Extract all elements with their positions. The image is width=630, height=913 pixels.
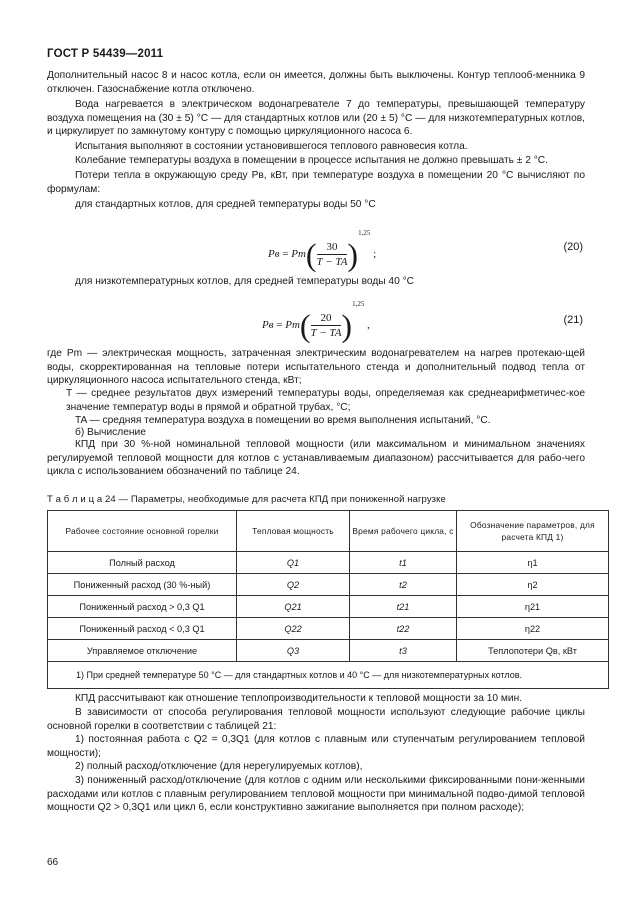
- paragraph: T — среднее результатов двух измерений температуры воды, определяемая как среднеарифметичес-кое значение температур воды в прямой и обратной трубах, °С;: [66, 388, 585, 413]
- document-header: ГОСТ Р 54439—2011: [47, 48, 164, 60]
- table-cell: Q3: [237, 640, 350, 662]
- paragraph: для низкотемпературных котлов, для средней температуры воды 40 °С: [75, 276, 415, 287]
- table-cell: Теплопотери Qв, кВт: [457, 640, 609, 662]
- table-cell: η21: [457, 596, 609, 618]
- paragraph: Вода нагревается в электрическом водонагревателе 7 до температуры, превышающей температуру воздуха помещения на (30 ± 5) °С — для стандартных котлов или (20 ± 5) °С — для низкотемпературных котлов, и циркулирует по замкнутому контуру с помощью циркуляционного насоса 6.: [47, 99, 585, 138]
- table-cell: Q22: [237, 618, 350, 640]
- table-row: [48, 552, 609, 574]
- table-header: Рабочее состояние основной горелки: [48, 511, 237, 552]
- parameters-table: [47, 510, 609, 689]
- formula-pm: Pm: [291, 248, 306, 260]
- table-row: [48, 596, 609, 618]
- formula-fraction: $\frac{20}{T - TA}$: [310, 311, 342, 339]
- table-cell: t2: [350, 574, 457, 596]
- table-cell: t22: [350, 618, 457, 640]
- table-cell: Пониженный расход (30 %-ный): [48, 574, 237, 596]
- table-cell: Управляемое отключение: [48, 640, 237, 662]
- formula-number: (20): [563, 241, 583, 253]
- table-cell: η1: [457, 552, 609, 574]
- table-cell: Q2: [237, 574, 350, 596]
- table-cell: t21: [350, 596, 457, 618]
- table-cell: t3: [350, 640, 457, 662]
- table-cell: Пониженный расход < 0,3 Q1: [48, 618, 237, 640]
- formula-number: (21): [563, 314, 583, 326]
- table-header: Время рабочего цикла, с: [350, 511, 457, 552]
- paragraph: Испытания выполняют в состоянии установившегося теплового равновесия котла.: [75, 141, 468, 152]
- table-cell: Пониженный расход > 0,3 Q1: [48, 596, 237, 618]
- page-number: 66: [47, 857, 59, 868]
- formula-fraction: $\frac{30}{T - TA}$: [316, 240, 348, 268]
- formula-eq: =: [282, 248, 289, 260]
- paragraph: КПД рассчитывают как отношение теплопроизводительности к тепловой мощности за 10 мин.: [75, 693, 523, 704]
- table-footnote: 1) При средней температуре 50 °С — для стандартных котлов и 40 °С — для низкотемпературных котлов.: [48, 662, 609, 689]
- table-cell: η22: [457, 618, 609, 640]
- formula-pm: Pm: [285, 319, 300, 331]
- formula-eq: =: [276, 319, 283, 331]
- paragraph: Колебание температуры воздуха в помещении в процессе испытания не должно превышать ± 2 °С.: [75, 155, 548, 166]
- table-cell: Q1: [237, 552, 350, 574]
- paragraph: TA — средняя температура воздуха в помещении во время выполнения испытаний, °С.: [75, 415, 491, 426]
- table-header-row: [48, 511, 609, 552]
- paragraph: где Pm — электрическая мощность, затраченная электрическим водонагревателем на нагрев протекаю-щей воды, скорректированная на тепловые потери испытательного стенда и дополнительный подвод тепла от циркуляционного насоса испытательного стенда, кВт;: [47, 348, 585, 387]
- formula-lhs: Pв: [268, 248, 280, 260]
- paragraph: для стандартных котлов, для средней температуры воды 50 °С: [75, 199, 376, 210]
- table-row: [48, 574, 609, 596]
- table-footnote-row: [48, 662, 609, 689]
- table-row: [48, 618, 609, 640]
- table-header: Обозначение параметров, для расчета КПД 1): [457, 511, 609, 552]
- paragraph: б) Вычисление: [75, 427, 146, 438]
- paragraph: 3) пониженный расход/отключение (для котлов с одним или несколькими фиксированными пони-женными расходами или котлов с плавным регулированием тепловой мощности при минимальной подво-димой тепловой мощности Q2 > 0,3Q1 или цикл 6, если конструктивно зажигание выполняется при полном расходе);: [47, 775, 585, 814]
- formula-21: Pв = Pm( $\frac{20}{T - TA}$ )$^{1,25}$ ,: [262, 300, 370, 344]
- paragraph: Потери тепла в окружающую среду Pв, кВт, при температуре воздуха в помещении 20 °С вычисляют по формулам:: [47, 170, 585, 195]
- table-header: Тепловая мощность: [237, 511, 350, 552]
- table-row: [48, 640, 609, 662]
- table-cell: η2: [457, 574, 609, 596]
- paragraph: КПД при 30 %-ной номинальной тепловой мощности (или максимальном и минимальном значениях регулируемой тепловой мощности для котлов с устанавливаемым диапазоном) рассчитывается для рабо-чего цикла с использованием обозначений по таблице 24.: [47, 439, 585, 478]
- table-cell: Q21: [237, 596, 350, 618]
- table-cell: Полный расход: [48, 552, 237, 574]
- paragraph: 2) полный расход/отключение (для нерегулируемых котлов),: [75, 761, 363, 772]
- formula-20: Pв = Pm( $\frac{30}{T - TA}$ )$^{1,25}$ ;: [268, 229, 377, 273]
- table-cell: t1: [350, 552, 457, 574]
- paragraph: 1) постоянная работа с Q2 = 0,3Q1 (для котлов с плавным или ступенчатым регулированием тепловой мощности);: [47, 734, 585, 759]
- paragraph: Дополнительный насос 8 и насос котла, если он имеется, должны быть выключены. Контур теплооб-менника 9 отключен. Газоснабжение котла отключено.: [47, 70, 585, 95]
- table-caption: Т а б л и ц а 24 — Параметры, необходимые для расчета КПД при пониженной нагрузке: [47, 494, 446, 505]
- formula-lhs: Pв: [262, 319, 274, 331]
- paragraph: В зависимости от способа регулирования тепловой мощности используют следующие рабочие циклы основной горелки в соответствии с таблицей 21:: [47, 707, 585, 732]
